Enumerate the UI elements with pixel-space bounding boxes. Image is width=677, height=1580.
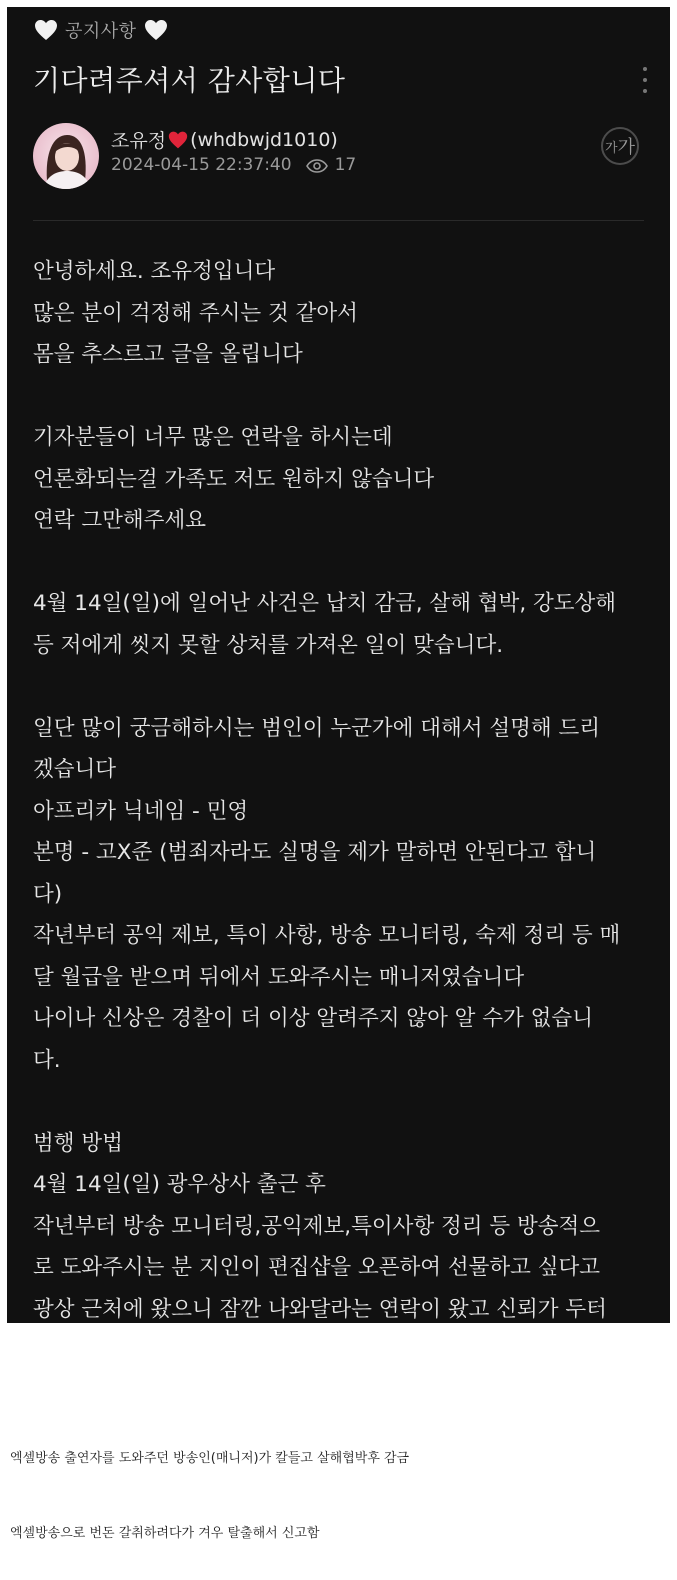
caption-line: 엑셀방송으로 번돈 갈취하려다가 겨우 탈출해서 신고함 [10, 1526, 320, 1541]
content-line: 작년부터 공익 제보, 특이 사항, 방송 모니터링, 숙제 정리 등 매 [33, 923, 621, 948]
white-heart-icon [33, 18, 59, 42]
content-line: 작년부터 방송 모니터링,공익제보,특이사항 정리 등 방송적으 [33, 1213, 601, 1239]
content-line: 등 저에게 씻지 못할 상처를 가져온 일이 맞습니다. [33, 632, 504, 658]
content-line: 광상 근처에 왔으니 잠깐 나와달라는 연락이 왔고 신뢰가 두터 [33, 1296, 607, 1322]
author-id: (whdbwjd1010) [190, 128, 338, 151]
content-line: 범행 방법 [33, 1130, 123, 1156]
content-line: 겠습니다 [33, 757, 117, 782]
content-line: 일단 많이 궁금해하시는 범인이 누군가에 대해서 설명해 드리 [33, 715, 601, 741]
author-line[interactable] [111, 126, 338, 153]
content-line: 다. [33, 1047, 61, 1073]
view-count-value: 17 [334, 155, 357, 175]
board-header[interactable] [33, 17, 169, 43]
board-label: 공지사항 [65, 21, 137, 42]
post-title: 기다려주셔서 감사합니다 [33, 64, 346, 97]
content-line: 몸을 추스르고 글을 올립니다 [33, 342, 303, 367]
post-content [33, 251, 661, 1323]
avatar[interactable] [33, 123, 99, 189]
white-heart-icon [143, 18, 169, 42]
content-line: 언론화되는걸 가족도 저도 원하지 않습니다 [33, 466, 435, 492]
blank-line [33, 542, 661, 584]
content-line: 4월 14일(일)에 일어난 사건은 납치 감금, 살해 협박, 강도상해 [33, 591, 617, 616]
font-size-button[interactable] [601, 127, 639, 165]
post-screenshot [7, 7, 670, 1323]
content-line: 나이나 신상은 경찰이 더 이상 알려주지 않아 알 수가 없습니 [33, 1006, 593, 1031]
red-heart-icon [167, 130, 189, 150]
content-line: 로 도와주시는 분 지인이 편집샵을 오픈하여 선물하고 싶다고 [33, 1255, 601, 1280]
author-name: 조유정 [111, 130, 167, 152]
blank-line [33, 666, 661, 708]
content-line: 기자분들이 너무 많은 연락을 하시는데 [33, 425, 393, 450]
divider [33, 220, 644, 221]
blank-line [33, 376, 661, 418]
content-line: 많은 분이 걱정해 주시는 것 같아서 [33, 300, 358, 326]
more-vertical-icon[interactable] [642, 67, 648, 93]
content-line: 연락 그만해주세요 [33, 508, 206, 533]
content-line: 달 월급을 받으며 뒤에서 도와주시는 매니저였습니다 [33, 964, 525, 990]
caption-line: 엑셀방송 출연자를 도와주던 방송인(매니저)가 칼들고 살해협박후 감금 [10, 1451, 410, 1466]
post-meta [111, 155, 356, 175]
eye-icon [306, 158, 328, 172]
content-line: 안녕하세요. 조유정입니다 [33, 259, 276, 284]
content-line: 본명 - 고X준 (범죄자라도 실명을 제가 말하면 안된다고 합니 [33, 840, 597, 865]
content-line: 아프리카 닉네임 - 민영 [33, 798, 249, 824]
view-count [306, 155, 357, 175]
font-size-large: 가 [617, 137, 635, 158]
blank-line [33, 1081, 661, 1123]
content-line: 4월 14일(일) 광우상사 출근 후 [33, 1172, 326, 1197]
font-size-small: 가 [605, 140, 618, 156]
content-line: 다) [33, 881, 63, 907]
post-date: 2024-04-15 22:37:40 [111, 155, 292, 175]
